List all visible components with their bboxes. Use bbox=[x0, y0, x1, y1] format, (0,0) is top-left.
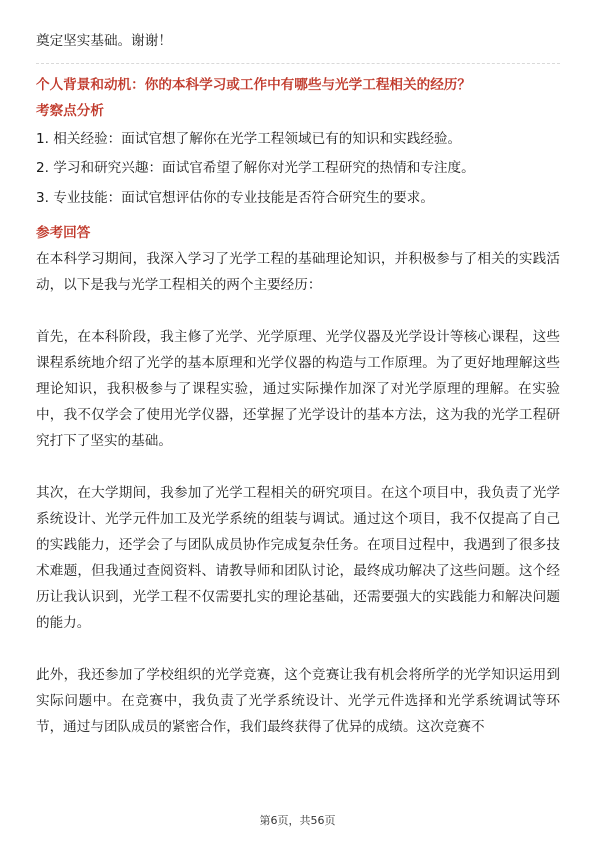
analysis-item-3: 3. 专业技能：面试官想评估你的专业技能是否符合研究生的要求。 bbox=[36, 190, 434, 206]
question-title: 个人背景和动机：你的本科学习或工作中有哪些与光学工程相关的经历？ bbox=[36, 77, 471, 93]
answer-paragraph-1: 在本科学习期间，我深入学习了光学工程的基础理论知识，并积极参与了相关的实践活动，以下是我与光学工程相关的两个主要经历： bbox=[36, 251, 560, 293]
answer-heading: 参考回答 bbox=[36, 225, 91, 241]
page-number: 第6页，共56页 bbox=[259, 814, 336, 827]
answer-paragraph-2: 首先，在本科阶段，我主修了光学、光学原理、光学仪器及光学设计等核心课程，这些课程系统地介绍了光学的基本原理和光学仪器的构造与工作原理。为了更好地理解这些理论知识，我积极参与了课程实验，通过实际操作加深了对光学原理的理解。在实验中，我不仅学会了使用光学仪器，还掌握了光学设计的基本方法，这为我的光学工程研究打下了坚实的基础。 bbox=[36, 329, 560, 449]
section-divider bbox=[36, 63, 560, 64]
analysis-item-2: 2. 学习和研究兴趣：面试官希望了解你对光学工程研究的热情和专注度。 bbox=[36, 160, 475, 176]
analysis-heading: 考察点分析 bbox=[36, 103, 104, 119]
answer-paragraph-3: 其次，在大学期间，我参加了光学工程相关的研究项目。在这个项目中，我负责了光学系统设计、光学元件加工及光学系统的组装与调试。通过这个项目，我不仅提高了自己的实践能力，还学会了与团队成员协作完成复杂任务。在项目过程中，我遇到了很多技术难题，但我通过查阅资料、请教导师和团队讨论，最终成功解决了这些问题。这个经历让我认识到，光学工程不仅需要扎实的理论基础，还需要强大的实践能力和解决问题的能力。 bbox=[36, 485, 560, 631]
lead-line: 奠定坚实基础。谢谢！ bbox=[36, 33, 172, 49]
answer-paragraph-4: 此外，我还参加了学校组织的光学竞赛，这个竞赛让我有机会将所学的光学知识运用到实际问题中。在竞赛中，我负责了光学系统设计、光学元件选择和光学系统调试等环节，通过与团队成员的紧密合作，我们最终获得了优异的成绩。这次竞赛不 bbox=[36, 667, 560, 735]
answer-body bbox=[36, 246, 560, 766]
analysis-item-1: 1. 相关经验：面试官想了解你在光学工程领域已有的知识和实践经验。 bbox=[36, 131, 462, 147]
